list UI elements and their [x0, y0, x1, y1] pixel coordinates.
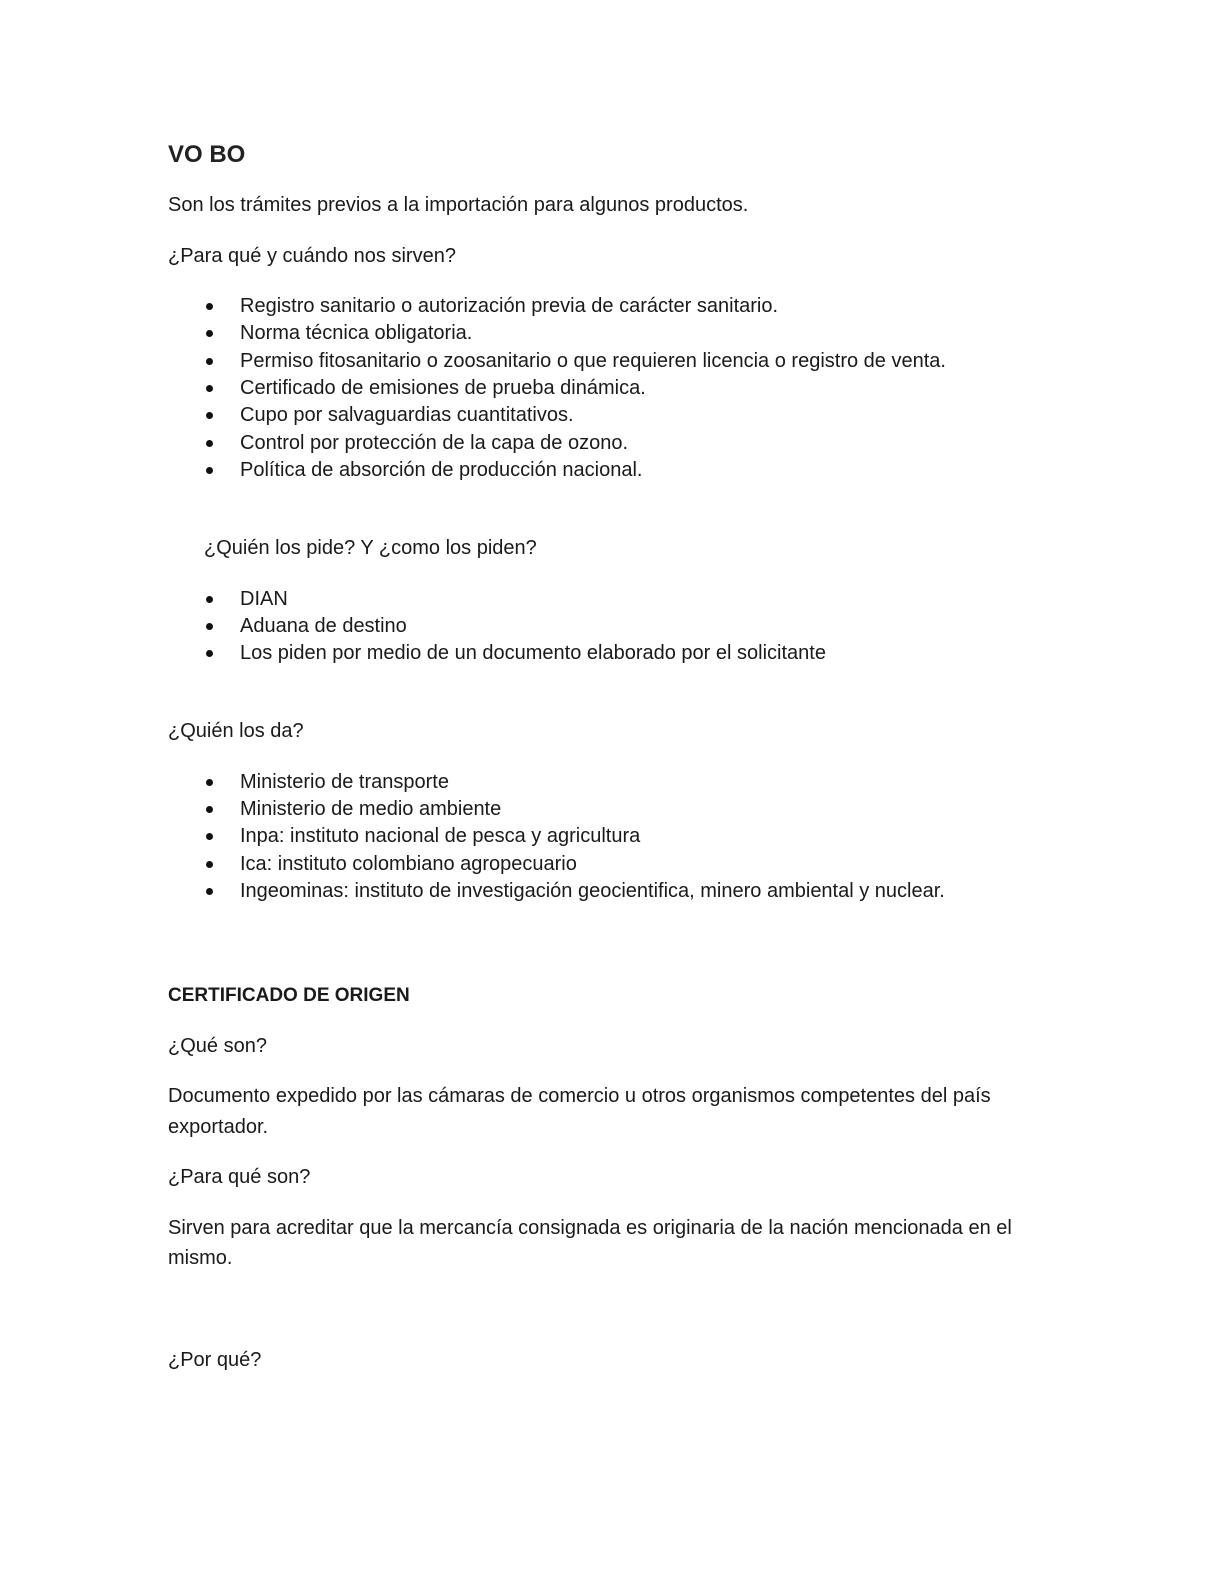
question-para-que: ¿Para qué y cuándo nos sirven? — [168, 245, 456, 267]
bullet-icon — [206, 888, 213, 895]
bullet-icon — [206, 412, 213, 419]
bullet-icon — [206, 806, 213, 813]
list-item-text: DIAN — [240, 588, 288, 610]
list-item-text: Ingeominas: instituto de investigación geocientifica, minero ambiental y nuclear. — [240, 880, 945, 902]
answer-que-son-line2: exportador. — [168, 1116, 269, 1138]
bullet-icon — [206, 650, 213, 657]
answer-que-son-line1: Documento expedido por las cámaras de comercio u otros organismos competentes del país — [168, 1085, 991, 1107]
bullet-icon — [206, 779, 213, 786]
bullet-icon — [206, 623, 213, 630]
list-item-text: Certificado de emisiones de prueba dinámica. — [240, 377, 646, 399]
answer-para-que-son-line2: mismo. — [168, 1247, 233, 1269]
question-para-que-son: ¿Para qué son? — [168, 1166, 311, 1188]
bullet-icon — [206, 385, 213, 392]
list-item-text: Control por protección de la capa de ozono. — [240, 432, 629, 454]
section-title-certificado: CERTIFICADO DE ORIGEN — [168, 985, 410, 1006]
bullet-icon — [206, 358, 213, 365]
bullet-icon — [206, 861, 213, 868]
intro-paragraph: Son los trámites previos a la importación para algunos productos. — [168, 194, 749, 216]
question-que-son: ¿Qué son? — [168, 1035, 267, 1057]
bullet-icon — [206, 303, 213, 310]
list-item-text: Norma técnica obligatoria. — [240, 322, 473, 344]
bullet-icon — [206, 596, 213, 603]
question-por-que: ¿Por qué? — [168, 1349, 262, 1371]
list-item-text: Registro sanitario o autorización previa de carácter sanitario. — [240, 295, 779, 317]
question-quien-da: ¿Quién los da? — [168, 720, 304, 742]
bullet-icon — [206, 467, 213, 474]
answer-para-que-son-line1: Sirven para acreditar que la mercancía consignada es originaria de la nación mencionada en el — [168, 1217, 1012, 1239]
list-item-text: Ministerio de medio ambiente — [240, 798, 502, 820]
list-item-text: Cupo por salvaguardias cuantitativos. — [240, 404, 574, 426]
list-item-text: Permiso fitosanitario o zoosanitario o que requieren licencia o registro de venta. — [240, 350, 946, 372]
list-item-text: Los piden por medio de un documento elaborado por el solicitante — [240, 642, 826, 664]
list-item-text: Inpa: instituto nacional de pesca y agricultura — [240, 825, 641, 847]
question-quien-pide: ¿Quién los pide? Y ¿como los piden? — [204, 537, 537, 559]
list-item-text: Aduana de destino — [240, 615, 407, 637]
list-item-text: Política de absorción de producción nacional. — [240, 459, 643, 481]
bullet-icon — [206, 330, 213, 337]
bullet-icon — [206, 833, 213, 840]
list-item-text: Ica: instituto colombiano agropecuario — [240, 853, 577, 875]
section-title-vobo: VO BO — [168, 141, 246, 168]
list-item-text: Ministerio de transporte — [240, 771, 449, 793]
bullet-icon — [206, 440, 213, 447]
